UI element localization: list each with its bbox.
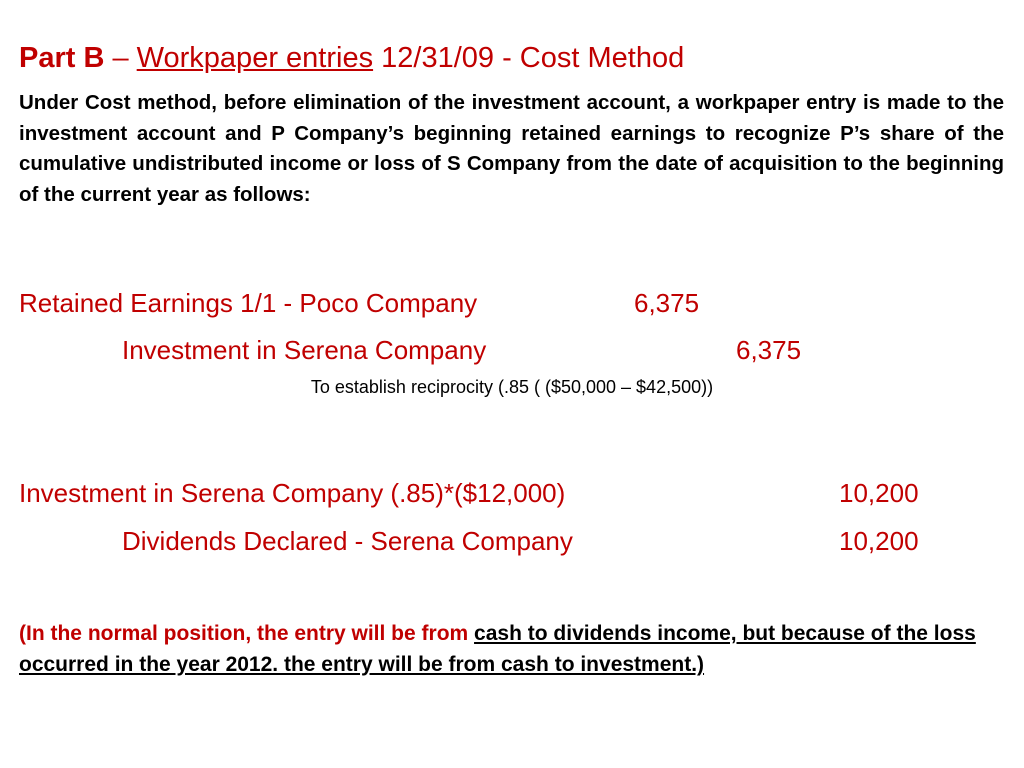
slide-heading bbox=[19, 38, 684, 78]
heading-date-method: 12/31/09 - Cost Method bbox=[373, 42, 685, 74]
entry1-debit-account: Retained Earnings 1/1 - Poco Company bbox=[19, 288, 478, 318]
note-underlined-text: cash to dividends income, but because of the loss occurred in the year 2012. the entry will be from cash to investment.) bbox=[19, 622, 976, 676]
entry2-credit-amount: 10,200 bbox=[839, 526, 919, 556]
entry2-debit-amount: 10,200 bbox=[839, 478, 919, 508]
entry2-credit-account: Dividends Declared - Serena Company bbox=[122, 526, 573, 556]
entry1-credit-amount: 6,375 bbox=[736, 335, 802, 365]
explanation-paragraph: Under Cost method, before elimination of the investment account, a workpaper entry is made to the investment account and P Company’s beginning retained earnings to recognize P’s share of the cumulative undistributed income or loss of S Company from the date of acquisition to the beginning of the current year as follows: bbox=[19, 91, 1004, 206]
note-red-text: (In the normal position, the entry will be from bbox=[19, 622, 469, 645]
position-note bbox=[19, 618, 1004, 680]
heading-dash: – bbox=[104, 42, 137, 74]
heading-part-label: Part B bbox=[19, 42, 105, 74]
entry2-debit-account: Investment in Serena Company (.85)*($12,000) bbox=[19, 478, 566, 508]
heading-underlined-title: Workpaper entries bbox=[136, 42, 374, 74]
entry1-credit-account: Investment in Serena Company bbox=[122, 335, 487, 365]
entry1-memo: To establish reciprocity (.85 ( ($50,000 – $42,500)) bbox=[310, 377, 714, 397]
entry1-debit-amount: 6,375 bbox=[634, 288, 700, 318]
